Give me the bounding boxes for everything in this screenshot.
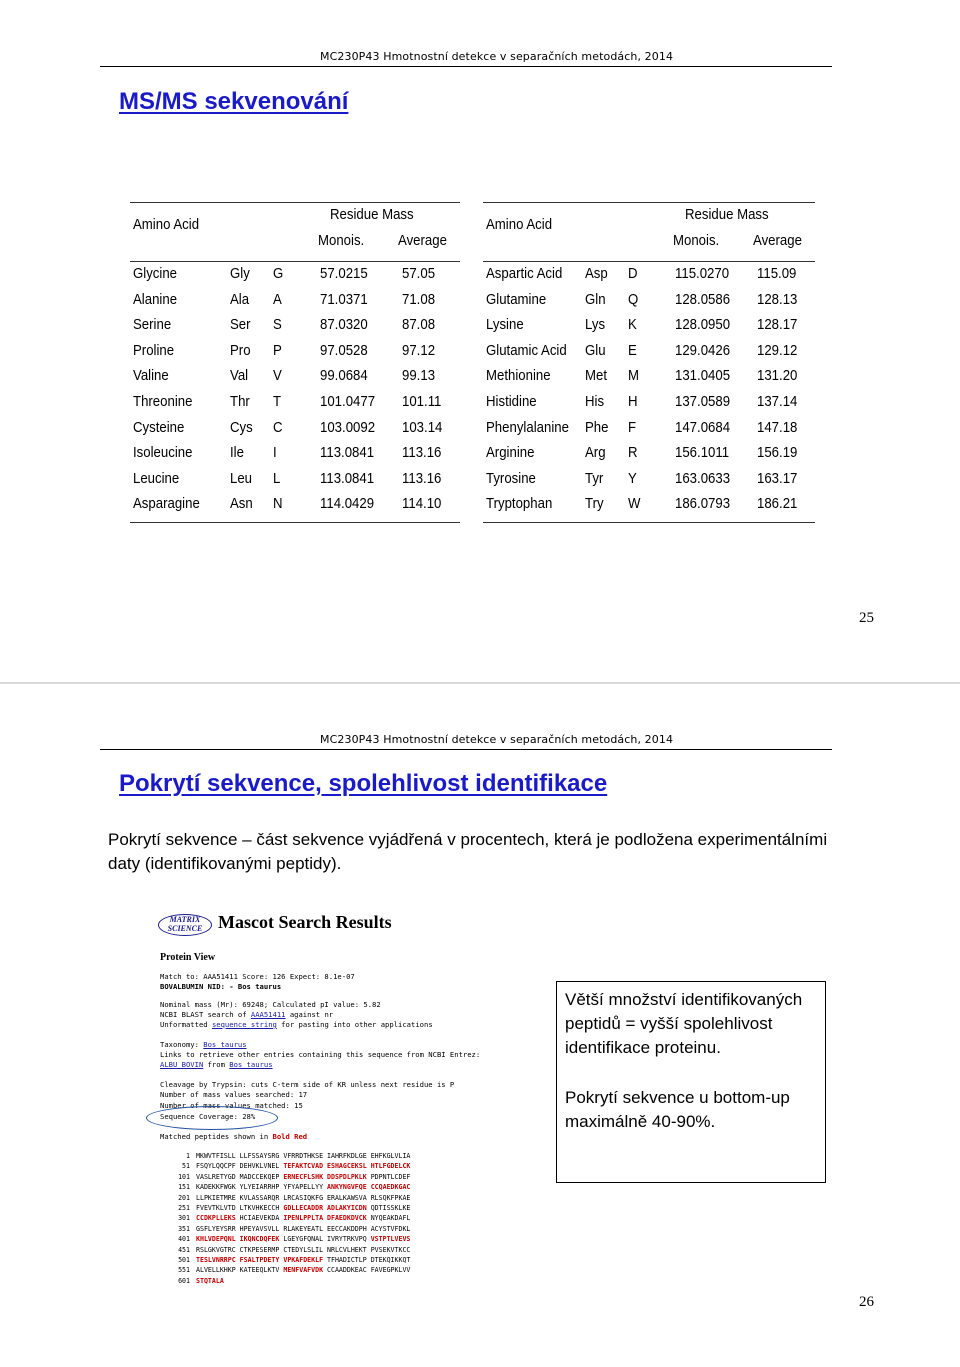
monoisotopic-mass: 113.0841 xyxy=(320,469,375,487)
callout-box xyxy=(556,981,826,1183)
matched-peptide-chunk: STQTALA xyxy=(196,1276,224,1285)
amino-acid-name: Cysteine xyxy=(133,418,185,436)
sequence-chunk: KVLASSARQR xyxy=(239,1193,284,1202)
three-letter-code: Val xyxy=(230,367,249,385)
three-letter-code: Glu xyxy=(585,341,606,359)
average-mass: 113.16 xyxy=(402,444,442,462)
matched-peptide-chunk: TESLVNRRPC xyxy=(196,1256,240,1264)
three-letter-code: Try xyxy=(585,495,604,513)
average-mass: 114.10 xyxy=(402,495,442,513)
three-letter-code: Gln xyxy=(585,290,606,308)
coverage-line: Sequence Coverage: 28% xyxy=(160,1112,256,1121)
matched-peptides-line xyxy=(160,1132,307,1141)
sequence-chunk: IVRYTRKVPQ xyxy=(327,1235,371,1244)
sequence-chunk: MADCCEKQEP xyxy=(239,1172,284,1181)
sequence-chunk: CCAADDKEAC xyxy=(327,1266,371,1275)
one-letter-code: R xyxy=(628,444,638,462)
matched-peptide-chunk: DFAEDKDVCK xyxy=(327,1214,371,1223)
one-letter-code: W xyxy=(628,495,641,513)
one-letter-code: C xyxy=(273,418,283,436)
sequence-chunk: FAVEGPKLVV xyxy=(370,1266,411,1275)
amino-acid-name: Glutamine xyxy=(486,290,547,308)
header-residue-mass: Residue Mass xyxy=(685,206,769,223)
taxonomy-line xyxy=(160,1040,247,1049)
monoisotopic-mass: 128.0586 xyxy=(675,290,731,308)
definition-text: Pokrytí sekvence – část sekvence vyjádřená v procentech, která je podložena experimentálními daty (identifikovanými peptidy). xyxy=(108,830,828,873)
average-mass: 115.09 xyxy=(757,265,797,282)
sequence-line xyxy=(164,1277,224,1285)
matched-peptide-chunk: VSTPTLVEVS xyxy=(370,1235,411,1244)
sequence-chunk: GSFLYEYSRR xyxy=(196,1224,240,1233)
three-letter-code: Leu xyxy=(230,469,253,487)
logo-text-2: SCIENCE xyxy=(167,924,203,933)
sequence-chunk: LTKVHKECCH xyxy=(239,1204,284,1212)
sequence-chunk: CTEDYLSLIL xyxy=(283,1245,328,1254)
blast-post: against nr xyxy=(285,1010,334,1019)
sequence-chunk: YFYAPELLYY xyxy=(283,1183,328,1192)
matched-line: Number of mass values matched: 15 xyxy=(160,1101,303,1110)
unformatted-line xyxy=(160,1020,433,1029)
sequence-chunk: ALVELLKHKP xyxy=(196,1266,240,1275)
monoisotopic-mass: 147.0684 xyxy=(675,418,731,436)
monoisotopic-mass: 71.0371 xyxy=(320,290,368,308)
sequence-chunk: EHFKGLVLIA xyxy=(370,1152,411,1160)
sequence-line xyxy=(164,1162,410,1170)
unformatted-pre: Unformatted xyxy=(160,1020,212,1029)
header-rule xyxy=(100,749,832,750)
table-rule xyxy=(483,522,815,523)
average-mass: 156.19 xyxy=(757,444,798,462)
sequence-line xyxy=(164,1194,410,1202)
average-mass: 57.05 xyxy=(402,265,436,282)
monoisotopic-mass: 156.1011 xyxy=(675,444,730,462)
page-number: 26 xyxy=(859,1294,874,1310)
average-mass: 128.13 xyxy=(757,290,798,308)
amino-acid-name: Leucine xyxy=(133,469,180,487)
matched-peptide-chunk: DDSPDLPKLK xyxy=(327,1172,371,1181)
sequence-line xyxy=(164,1214,410,1222)
sequence-position: 151 xyxy=(178,1183,190,1192)
cleavage-line: Cleavage by Trypsin: cuts C-term side of KR unless next residue is P xyxy=(160,1080,455,1089)
slide-title: Pokrytí sekvence, spolehlivost identifikace xyxy=(119,770,608,797)
matrix-science-logo xyxy=(158,914,212,936)
three-letter-code: Tyr xyxy=(585,469,604,487)
sequence-chunk: YLYEIARRHP xyxy=(239,1183,284,1192)
sequence-line xyxy=(164,1152,410,1160)
monoisotopic-mass: 163.0633 xyxy=(675,469,731,487)
one-letter-code: G xyxy=(273,265,284,282)
albu-post: from xyxy=(203,1060,230,1069)
nominal-mass: Nominal mass (Mr): 69248; Calculated pI value: 5.82 xyxy=(160,1000,381,1009)
header-amino-acid: Amino Acid xyxy=(486,216,553,233)
albu-bovin-link[interactable]: ALBU_BOVIN xyxy=(160,1060,204,1069)
one-letter-code: T xyxy=(273,393,282,410)
sequence-chunk: KATEEQLKTV xyxy=(239,1266,284,1275)
bos-taurus-link[interactable]: Bos taurus xyxy=(229,1060,273,1069)
sequence-chunk: VFRRDTHKSE xyxy=(283,1152,328,1160)
sequence-chunk: RLAKEYEATL xyxy=(283,1224,328,1233)
matched-peptide-chunk: ANKYNGVFQE xyxy=(327,1183,371,1192)
amino-acid-name: Proline xyxy=(133,341,175,359)
average-mass: 147.18 xyxy=(757,418,798,436)
unformatted-post: for pasting into other applications xyxy=(276,1020,433,1029)
one-letter-code: F xyxy=(628,418,637,436)
matched-peptide-chunk: FSALTPDETY xyxy=(239,1256,284,1264)
average-mass: 71.08 xyxy=(402,290,436,308)
amino-acid-name: Lysine xyxy=(486,316,524,334)
slide-25 xyxy=(0,0,960,683)
sequence-chunk: RSLGKVGTRC xyxy=(196,1245,240,1254)
amino-acid-name: Aspartic Acid xyxy=(486,265,563,282)
matched-peptide-chunk: TEFAKTCVAD xyxy=(283,1162,328,1171)
one-letter-code: M xyxy=(628,367,639,385)
amino-acid-name: Serine xyxy=(133,316,172,334)
coverage-highlight-oval xyxy=(146,1106,278,1130)
slide-title: MS/MS sekvenování xyxy=(119,88,349,115)
sequence-string-link[interactable]: sequence string xyxy=(211,1020,277,1029)
matched-peptide-chunk: CCDKPLLEKS xyxy=(196,1214,240,1223)
table-rule xyxy=(483,202,815,203)
three-letter-code: Phe xyxy=(585,418,609,436)
bold-red-label: Bold Red xyxy=(272,1132,308,1141)
three-letter-code: Ser xyxy=(230,316,251,334)
three-letter-code: Met xyxy=(585,367,608,385)
amino-acid-name: Asparagine xyxy=(133,495,200,513)
slide-26 xyxy=(0,684,960,1367)
average-mass: 99.13 xyxy=(402,367,436,385)
matched-peptide-chunk: IPENLPPLTA xyxy=(283,1214,328,1223)
protein-name: BOVALBUMIN NID: - Bos taurus xyxy=(160,982,282,991)
sequence-chunk: FSQYLQQCPF xyxy=(196,1162,240,1171)
sequence-position: 251 xyxy=(178,1204,190,1212)
monoisotopic-mass: 137.0589 xyxy=(675,393,731,410)
three-letter-code: Thr xyxy=(230,393,250,410)
sequence-chunk: PVSEKVTKCC xyxy=(370,1245,411,1254)
sequence-position: 451 xyxy=(178,1245,190,1254)
three-letter-code: His xyxy=(585,393,605,410)
sequence-chunk: VASLRETYGD xyxy=(196,1172,240,1181)
table-rule xyxy=(130,261,460,262)
matched-peptide-chunk: KHLVDEPQNL xyxy=(196,1235,240,1244)
three-letter-code: Ile xyxy=(230,444,244,462)
header-average: Average xyxy=(398,232,447,249)
header-monois: Monois. xyxy=(673,232,720,249)
average-mass: 87.08 xyxy=(402,316,436,334)
three-letter-code: Arg xyxy=(585,444,606,462)
callout-text-2: Pokrytí sekvence u bottom-up maximálně 40-90%. xyxy=(565,1088,790,1131)
sequence-line xyxy=(164,1266,410,1274)
header-average: Average xyxy=(753,232,802,249)
blast-line xyxy=(160,1010,333,1019)
one-letter-code: D xyxy=(628,265,638,282)
sequence-chunk: PDPNTLCDEF xyxy=(370,1172,411,1181)
matched-peptide-chunk: CCQAEDKGAC xyxy=(370,1183,411,1192)
amino-acid-name: Valine xyxy=(133,367,169,385)
sequence-chunk: LLFSSAYSRG xyxy=(239,1152,284,1160)
average-mass: 103.14 xyxy=(402,418,443,436)
mascot-title: Mascot Search Results xyxy=(218,912,392,932)
amino-acid-name: Tyrosine xyxy=(486,469,536,487)
sequence-chunk: EECCAKDDPH xyxy=(327,1224,371,1233)
header-rule xyxy=(100,66,832,67)
average-mass: 131.20 xyxy=(757,367,798,385)
sequence-line xyxy=(164,1225,410,1233)
sequence-chunk: LRCASIQKFG xyxy=(283,1193,328,1202)
sequence-position: 351 xyxy=(178,1224,190,1233)
sequence-chunk: CTKPESERMP xyxy=(239,1245,284,1254)
sequence-chunk: MKWVTFISLL xyxy=(196,1152,240,1160)
sequence-line xyxy=(164,1246,410,1254)
monoisotopic-mass: 113.0841 xyxy=(320,444,375,462)
sequence-line xyxy=(164,1235,410,1243)
matched-peptide-chunk: MENFVAFVDK xyxy=(283,1266,328,1275)
header-residue-mass: Residue Mass xyxy=(330,206,414,223)
blast-pre: NCBI BLAST search of xyxy=(160,1010,251,1019)
one-letter-code: I xyxy=(273,444,277,462)
average-mass: 128.17 xyxy=(757,316,798,334)
matched-peptides-pre: Matched peptides shown in xyxy=(160,1132,273,1141)
average-mass: 113.16 xyxy=(402,469,442,487)
three-letter-code: Asp xyxy=(585,265,608,282)
one-letter-code: P xyxy=(273,341,282,359)
average-mass: 97.12 xyxy=(402,341,436,359)
sequence-chunk: LGEYGFQNAL xyxy=(283,1235,328,1244)
page-number: 25 xyxy=(859,610,874,626)
amino-acid-name: Threonine xyxy=(133,393,193,410)
sequence-chunk: NYQEAKDAFL xyxy=(370,1214,411,1223)
callout-text-1: Větší množství identifikovaných peptidů = vyšší spolehlivost identifikace proteinu. xyxy=(565,990,803,1057)
one-letter-code: V xyxy=(273,367,282,385)
three-letter-code: Asn xyxy=(230,495,253,513)
sequence-line xyxy=(164,1256,410,1264)
amino-acid-table-left xyxy=(130,200,460,530)
amino-acid-name: Histidine xyxy=(486,393,537,410)
sequence-position: 501 xyxy=(178,1256,190,1264)
three-letter-code: Lys xyxy=(585,316,606,334)
amino-acid-name: Glycine xyxy=(133,265,178,282)
sequence-line xyxy=(164,1204,410,1212)
one-letter-code: E xyxy=(628,341,637,359)
mascot-search-results-screenshot xyxy=(150,906,550,1291)
monoisotopic-mass: 99.0684 xyxy=(320,367,368,385)
links-line: Links to retrieve other entries containing this sequence from NCBI Entrez: xyxy=(160,1050,481,1059)
one-letter-code: Q xyxy=(628,290,639,308)
sequence-position: 551 xyxy=(178,1266,190,1275)
monoisotopic-mass: 186.0793 xyxy=(675,495,731,513)
sequence-position: 1 xyxy=(186,1152,190,1160)
amino-acid-name: Isoleucine xyxy=(133,444,193,462)
three-letter-code: Ala xyxy=(230,290,250,308)
taxonomy-link[interactable]: Bos taurus xyxy=(203,1040,247,1049)
monoisotopic-mass: 101.0477 xyxy=(320,393,376,410)
matched-peptide-chunk: GDLLECADDR xyxy=(283,1204,328,1212)
matched-peptide-chunk: ERNECFLSHK xyxy=(283,1172,328,1181)
header-monois: Monois. xyxy=(318,232,365,249)
searched-line: Number of mass values searched: 17 xyxy=(160,1090,308,1099)
matched-peptide-chunk: ADLAKYICDN xyxy=(327,1204,371,1212)
amino-acid-name: Tryptophan xyxy=(486,495,553,513)
sequence-position: 601 xyxy=(178,1276,190,1285)
amino-acid-name: Alanine xyxy=(133,290,178,308)
monoisotopic-mass: 115.0270 xyxy=(675,265,730,282)
sequence-chunk: HCIAEVEKDA xyxy=(239,1214,284,1223)
amino-acid-table-right xyxy=(483,200,815,530)
monoisotopic-mass: 131.0405 xyxy=(675,367,731,385)
protein-view-heading: Protein View xyxy=(160,952,216,963)
taxonomy-pre: Taxonomy: xyxy=(160,1040,204,1049)
amino-acid-name: Methionine xyxy=(486,367,551,385)
average-mass: 163.17 xyxy=(757,469,798,487)
one-letter-code: H xyxy=(628,393,638,410)
monoisotopic-mass: 97.0528 xyxy=(320,341,368,359)
sequence-chunk: DEHVKLVNEL xyxy=(239,1162,284,1171)
sequence-chunk: ERALKAWSVA xyxy=(327,1193,371,1202)
matched-peptide-chunk: IKQNCDQFEK xyxy=(239,1235,284,1244)
sequence-line xyxy=(164,1173,410,1181)
logo-text-1: MATRIX xyxy=(169,915,201,924)
amino-acid-name: Glutamic Acid xyxy=(486,341,567,359)
albu-line xyxy=(160,1060,273,1069)
table-rule xyxy=(130,202,460,203)
blast-link[interactable]: AAA51411 xyxy=(250,1010,286,1019)
monoisotopic-mass: 128.0950 xyxy=(675,316,731,334)
monoisotopic-mass: 129.0426 xyxy=(675,341,731,359)
sequence-chunk: RLSQKFPKAE xyxy=(370,1193,411,1202)
sequence-position: 101 xyxy=(178,1172,190,1181)
one-letter-code: S xyxy=(273,316,282,334)
matched-peptide-chunk: VPKAFDEKLF xyxy=(283,1256,328,1264)
sequence-chunk: DTEKQIKKQT xyxy=(370,1256,411,1264)
monoisotopic-mass: 114.0429 xyxy=(320,495,375,513)
sequence-line xyxy=(164,1183,410,1191)
three-letter-code: Gly xyxy=(230,265,250,282)
matched-peptide-chunk: HTLFGDELCK xyxy=(370,1162,411,1171)
average-mass: 186.21 xyxy=(757,495,798,513)
monoisotopic-mass: 57.0215 xyxy=(320,265,368,282)
one-letter-code: N xyxy=(273,495,283,513)
header-amino-acid: Amino Acid xyxy=(133,216,200,233)
one-letter-code: L xyxy=(273,469,281,487)
three-letter-code: Cys xyxy=(230,418,253,436)
sequence-chunk: FVEVTKLVTD xyxy=(196,1204,240,1212)
one-letter-code: A xyxy=(273,290,282,308)
average-mass: 137.14 xyxy=(757,393,798,410)
matched-peptide-chunk: ESHAGCEKSL xyxy=(327,1162,371,1171)
sequence-position: 301 xyxy=(178,1214,190,1223)
average-mass: 101.11 xyxy=(402,393,442,410)
table-rule xyxy=(130,522,460,523)
sequence-chunk: TFHADICTLP xyxy=(327,1256,371,1264)
average-mass: 129.12 xyxy=(757,341,798,359)
one-letter-code: K xyxy=(628,316,637,334)
course-header: MC230P43 Hmotnostní detekce v separačních metodách, 2014 xyxy=(320,50,674,63)
sequence-chunk: QDTISSKLKE xyxy=(370,1204,411,1212)
three-letter-code: Pro xyxy=(230,341,251,359)
sequence-position: 401 xyxy=(178,1235,190,1244)
one-letter-code: Y xyxy=(628,469,637,487)
amino-acid-name: Phenylalanine xyxy=(486,418,569,436)
match-line: Match to: AAA51411 Score: 126 Expect: 8.1e-07 xyxy=(160,972,355,981)
sequence-chunk: IAHRFKDLGE xyxy=(327,1152,371,1160)
sequence-position: 201 xyxy=(178,1193,190,1202)
monoisotopic-mass: 87.0320 xyxy=(320,316,368,334)
sequence-chunk: LLPKIETMRE xyxy=(196,1193,240,1202)
sequence-chunk: HPEYAVSVLL xyxy=(239,1224,284,1233)
monoisotopic-mass: 103.0092 xyxy=(320,418,376,436)
table-rule xyxy=(483,261,815,262)
course-header: MC230P43 Hmotnostní detekce v separačních metodách, 2014 xyxy=(320,733,674,746)
sequence-chunk: NRLCVLHEKT xyxy=(327,1245,371,1254)
sequence-position: 51 xyxy=(182,1162,190,1171)
sequence-chunk: ACYSTVFDKL xyxy=(370,1224,411,1233)
amino-acid-name: Arginine xyxy=(486,444,535,462)
sequence-chunk: KADEKKFWGK xyxy=(196,1183,240,1192)
